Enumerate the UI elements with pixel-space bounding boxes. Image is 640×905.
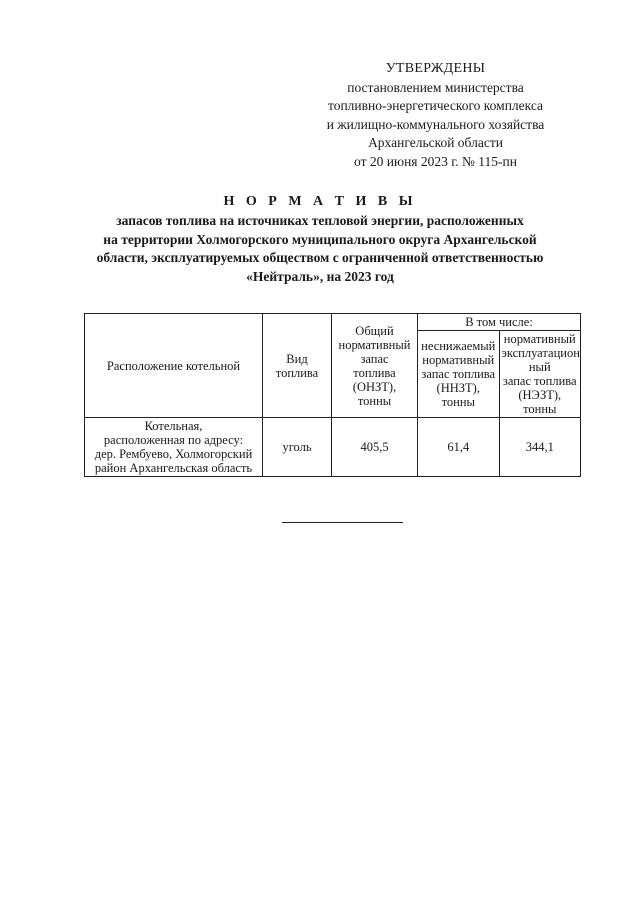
table-row	[85, 418, 581, 477]
table-header-row	[85, 314, 581, 331]
header-nnzt: неснижаемый нормативный запас топлива (ННЗТ), тонны	[418, 331, 500, 418]
cell-nezt: 344,1	[499, 418, 581, 477]
header-including: В том числе:	[418, 314, 581, 331]
approval-heading: УТВЕРЖДЕНЫ	[385, 61, 486, 76]
closing-rule	[282, 522, 403, 523]
header-total-reserve: Общий нормативный запас топлива (ОНЗТ), тонны	[332, 314, 418, 418]
approval-line: от 20 июня 2023 г. № 115-пн	[354, 153, 517, 169]
header-location: Расположение котельной	[85, 314, 263, 418]
cell-location: Котельная, расположенная по адресу: дер. Рембуево, Холмогорский район Архангельская область	[85, 418, 263, 477]
document-title: Н О Р М А Т И В Ы	[223, 194, 417, 209]
cell-total-reserve: 405,5	[332, 418, 418, 477]
approval-line: топливно-энергетического комплекса	[327, 98, 544, 113]
cell-fuel-type: уголь	[263, 418, 332, 477]
document-subtitle: запасов топлива на источниках тепловой энергии, расположенных на территории Холмогорского муниципального округа Архангельской области, эксплуатируемых обществом с ограниченной ответственностью «Нейтраль», на 2023 год	[96, 213, 544, 284]
approval-line: и жилищно-коммунального хозяйства	[326, 116, 545, 132]
approval-line: Архангельской области	[368, 135, 503, 150]
header-nezt: нормативный эксплуатацион ный запас топлива (НЭЗТ), тонны	[499, 331, 581, 418]
cell-nnzt: 61,4	[418, 418, 500, 477]
header-fuel-type: Вид топлива	[263, 314, 332, 418]
approval-block	[318, 60, 553, 171]
fuel-norms-table	[84, 313, 581, 477]
document-title-block	[60, 192, 580, 286]
approval-line: постановлением министерства	[347, 79, 524, 95]
